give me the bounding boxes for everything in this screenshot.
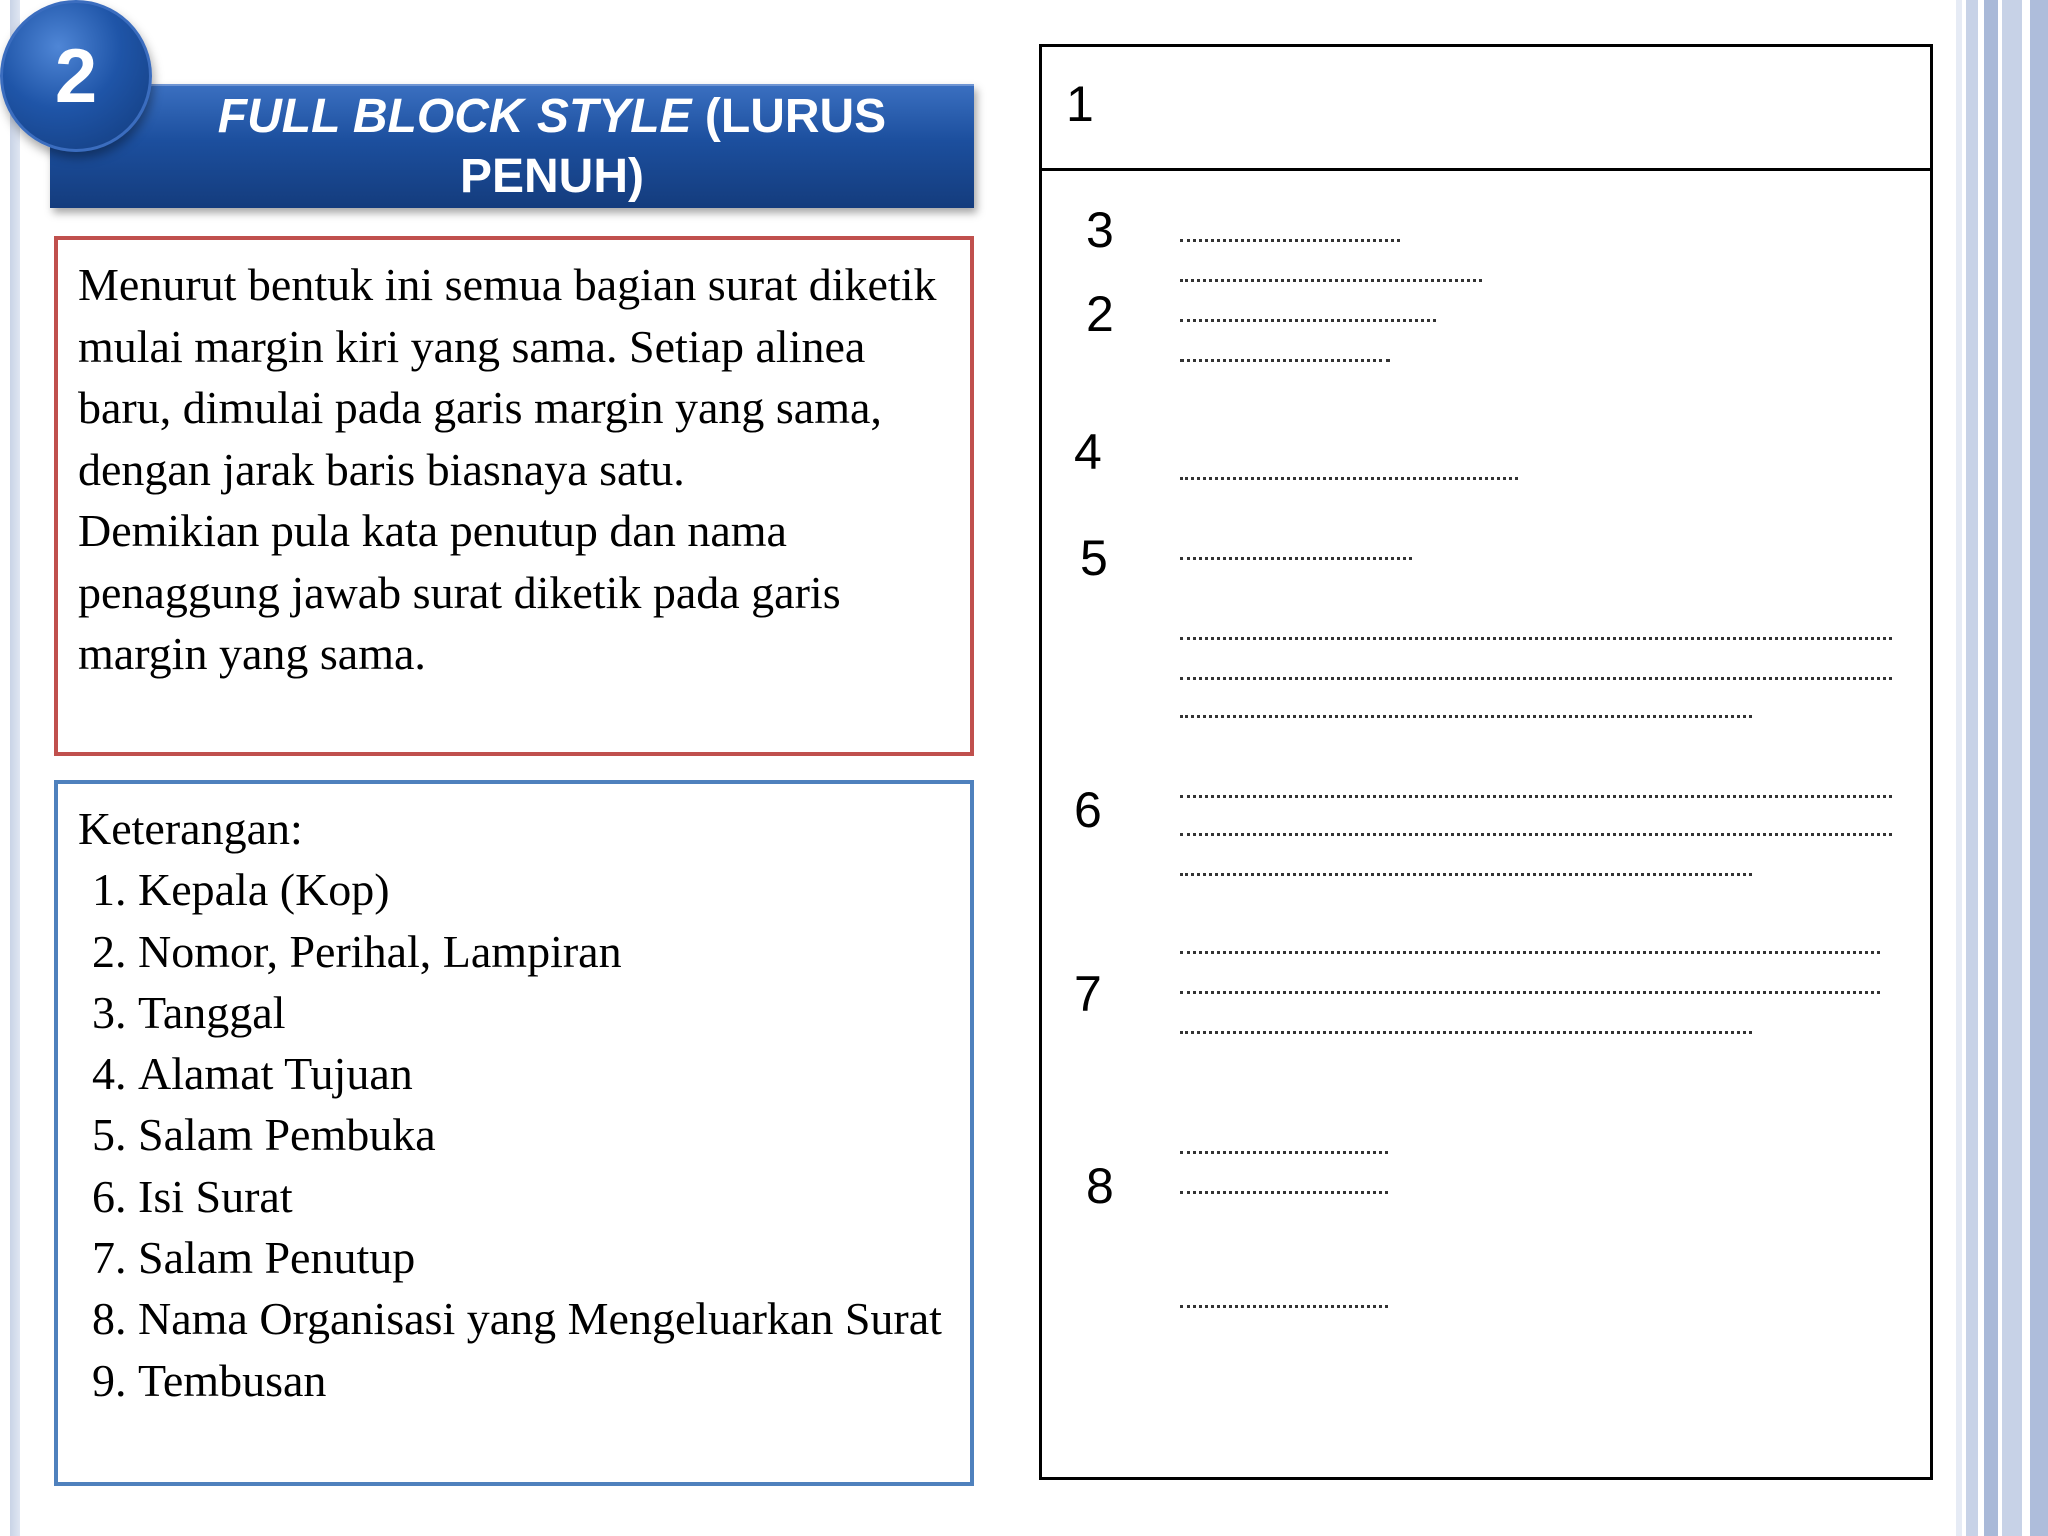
description-paragraph-2: Demikian pula kata penutup dan nama penaggung jawab surat diketik pada garis margin yang sama.	[78, 505, 841, 679]
letter-label-6: 6	[1074, 782, 1102, 838]
keterangan-box	[54, 780, 974, 1486]
letter-label-8: 8	[1086, 1158, 1114, 1214]
closing-line	[1180, 991, 1880, 994]
right-decorative-stripes	[1956, 0, 2048, 1536]
letter-label-4: 4	[1074, 424, 1102, 480]
slide-title-rest: (LURUS PENUH)	[459, 90, 887, 203]
reference-line	[1180, 279, 1482, 282]
letter-label-7: 7	[1074, 966, 1102, 1022]
body-line	[1180, 637, 1892, 640]
body-line	[1180, 795, 1892, 798]
letter-label-1: 1	[1066, 76, 1094, 132]
section-number-badge	[0, 0, 152, 152]
slide-title-italic: FULL BLOCK STYLE	[217, 90, 692, 143]
letter-layout-diagram	[1039, 44, 1933, 1480]
signature-line	[1180, 1305, 1388, 1308]
body-line	[1180, 677, 1892, 680]
date-line	[1180, 239, 1400, 242]
description-paragraph-1: Menurut bentuk ini semua bagian surat diketik mulai margin kiri yang sama. Setiap alinea baru, dimulai pada garis margin yang sama, dengan jarak baris biasnaya satu.	[78, 259, 937, 495]
body-line	[1180, 715, 1752, 718]
letter-label-2: 2	[1086, 286, 1114, 342]
description-box	[54, 236, 974, 756]
keterangan-item: 2. Nomor, Perihal, Lampiran	[138, 921, 952, 982]
keterangan-list	[78, 859, 952, 1411]
keterangan-item: 3. Tanggal	[138, 982, 952, 1043]
keterangan-item: 6. Isi Surat	[138, 1166, 952, 1227]
letter-label-3: 3	[1086, 202, 1114, 258]
keterangan-item: 7. Salam Penutup	[138, 1227, 952, 1288]
left-edge-rule	[10, 0, 20, 1536]
slide-title	[150, 86, 954, 208]
section-number: 2	[54, 33, 98, 119]
keterangan-item: 5. Salam Pembuka	[138, 1104, 952, 1165]
keterangan-item: 9. Tembusan	[138, 1350, 952, 1411]
closing-line	[1180, 1031, 1752, 1034]
letter-label-5: 5	[1080, 530, 1108, 586]
keterangan-item: 1. Kepala (Kop)	[138, 859, 952, 920]
closing-line	[1180, 951, 1880, 954]
body-line	[1180, 873, 1752, 876]
slide-title-bar	[50, 84, 974, 208]
salutation-line	[1180, 557, 1412, 560]
organization-line	[1180, 1151, 1388, 1154]
reference-line	[1180, 319, 1436, 322]
keterangan-item: 4. Alamat Tujuan	[138, 1043, 952, 1104]
keterangan-item: 8. Nama Organisasi yang Mengeluarkan Surat	[138, 1288, 952, 1349]
keterangan-heading: Keterangan:	[78, 803, 303, 854]
address-line	[1180, 477, 1518, 480]
organization-line	[1180, 1191, 1388, 1194]
body-line	[1180, 833, 1892, 836]
letter-header-section	[1042, 47, 1930, 171]
reference-line	[1180, 359, 1390, 362]
